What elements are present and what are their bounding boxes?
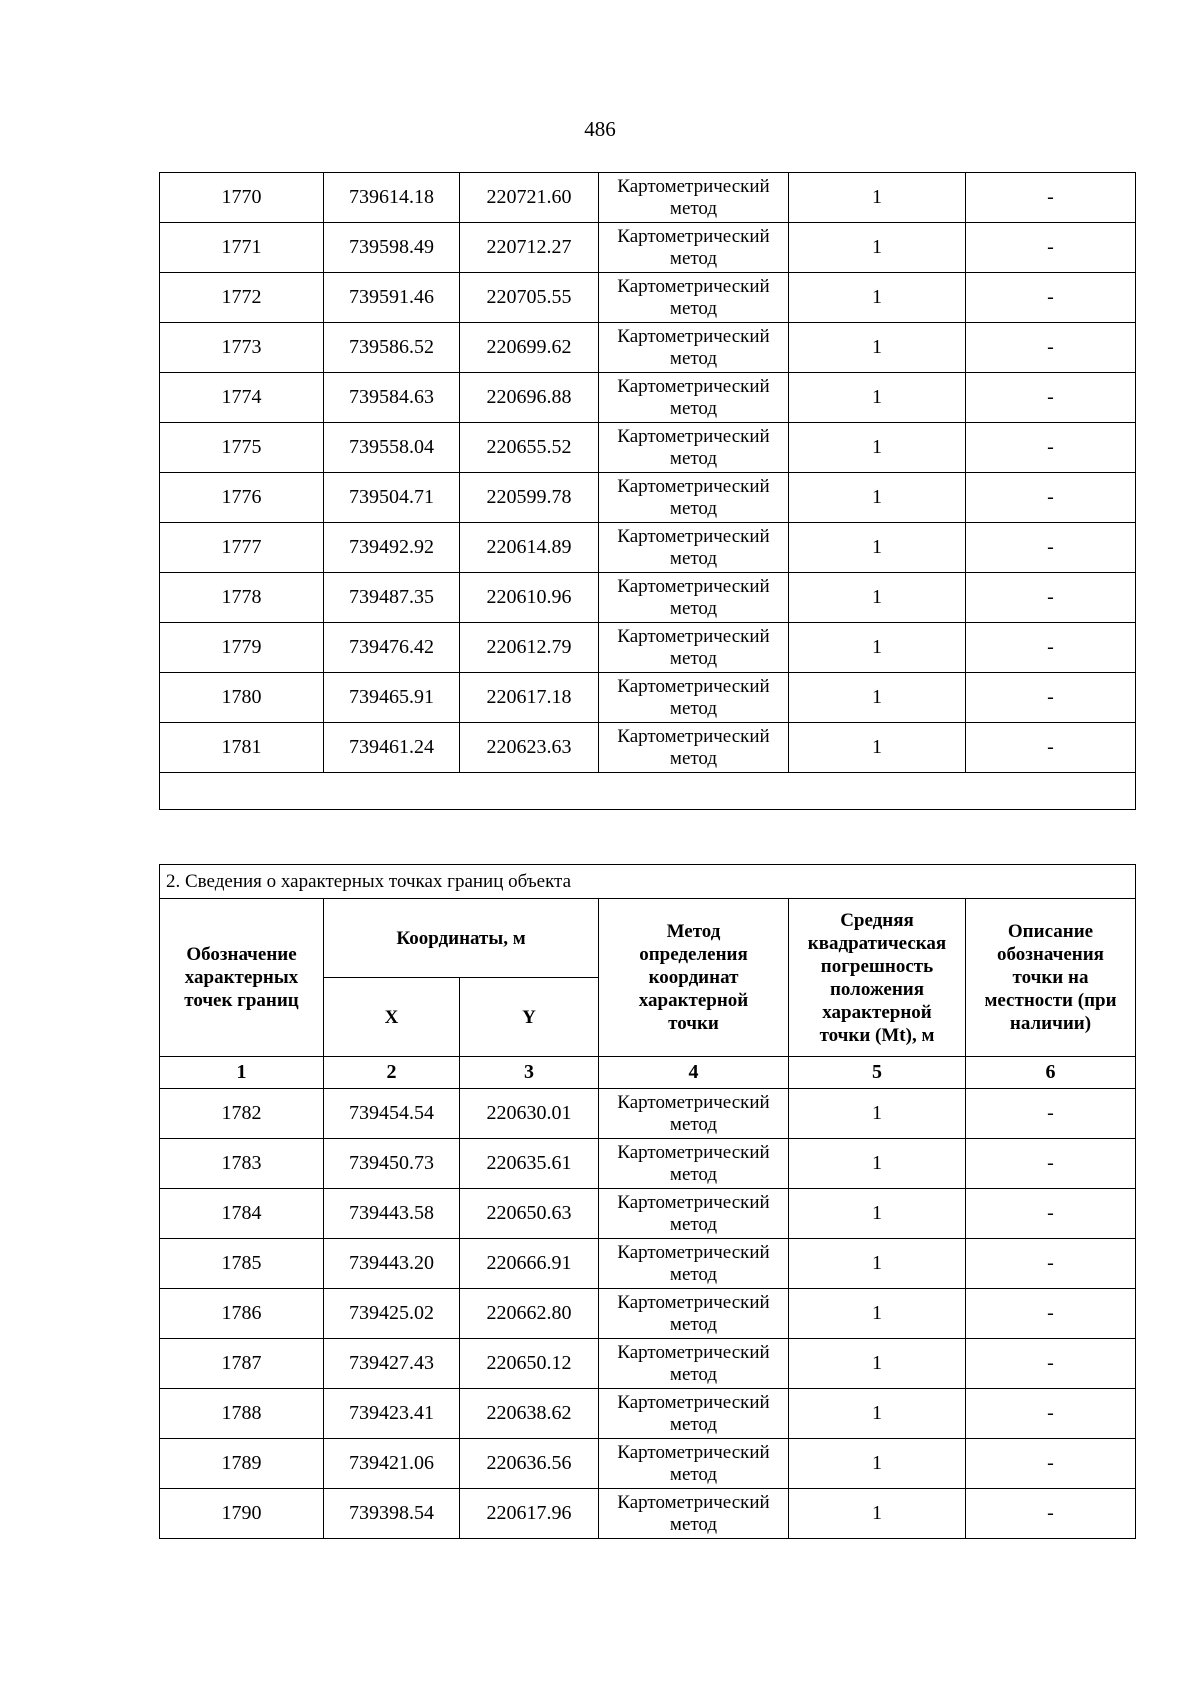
column-number: 5: [789, 1057, 966, 1089]
description-cell: -: [966, 1289, 1136, 1339]
header-point: Обозначение характерных точек границ: [160, 899, 324, 1057]
method-cell: Картометрический метод: [599, 623, 789, 673]
point-id-cell: 1773: [160, 323, 324, 373]
table-row: [160, 423, 1136, 473]
description-cell: -: [966, 1439, 1136, 1489]
table-caption: 2. Сведения о характерных точках границ объекта: [160, 865, 1136, 899]
y-coordinate-cell: 220610.96: [460, 573, 599, 623]
mean-square-error-cell: 1: [789, 1239, 966, 1289]
x-coordinate-cell: 739598.49: [324, 223, 460, 273]
table-row: [160, 1089, 1136, 1139]
point-id-cell: 1784: [160, 1189, 324, 1239]
description-cell: -: [966, 673, 1136, 723]
y-coordinate-cell: 220662.80: [460, 1289, 599, 1339]
table-row: [160, 273, 1136, 323]
y-coordinate-cell: 220705.55: [460, 273, 599, 323]
method-cell: Картометрический метод: [599, 323, 789, 373]
x-coordinate-cell: 739614.18: [324, 173, 460, 223]
point-id-cell: 1776: [160, 473, 324, 523]
description-cell: -: [966, 223, 1136, 273]
x-coordinate-cell: 739465.91: [324, 673, 460, 723]
table-row: [160, 1139, 1136, 1189]
y-coordinate-cell: 220612.79: [460, 623, 599, 673]
mean-square-error-cell: 1: [789, 1089, 966, 1139]
x-coordinate-cell: 739443.58: [324, 1189, 460, 1239]
table-row: [160, 1439, 1136, 1489]
x-coordinate-cell: 739423.41: [324, 1389, 460, 1439]
method-cell: Картометрический метод: [599, 373, 789, 423]
point-id-cell: 1775: [160, 423, 324, 473]
x-coordinate-cell: 739461.24: [324, 723, 460, 773]
description-cell: -: [966, 1239, 1136, 1289]
point-id-cell: 1777: [160, 523, 324, 573]
y-coordinate-cell: 220617.18: [460, 673, 599, 723]
table-row: [160, 1389, 1136, 1439]
header-y: Y: [460, 978, 599, 1057]
mean-square-error-cell: 1: [789, 473, 966, 523]
method-cell: Картометрический метод: [599, 1489, 789, 1539]
y-coordinate-cell: 220666.91: [460, 1239, 599, 1289]
point-id-cell: 1787: [160, 1339, 324, 1389]
y-coordinate-cell: 220635.61: [460, 1139, 599, 1189]
table-row: [160, 723, 1136, 773]
point-id-cell: 1788: [160, 1389, 324, 1439]
table-row: [160, 573, 1136, 623]
description-cell: -: [966, 1489, 1136, 1539]
table-row: [160, 1489, 1136, 1539]
method-cell: Картометрический метод: [599, 1389, 789, 1439]
mean-square-error-cell: 1: [789, 1289, 966, 1339]
x-coordinate-cell: 739450.73: [324, 1139, 460, 1189]
description-cell: -: [966, 173, 1136, 223]
point-id-cell: 1789: [160, 1439, 324, 1489]
x-coordinate-cell: 739425.02: [324, 1289, 460, 1339]
point-id-cell: 1774: [160, 373, 324, 423]
mean-square-error-cell: 1: [789, 623, 966, 673]
y-coordinate-cell: 220696.88: [460, 373, 599, 423]
description-cell: -: [966, 473, 1136, 523]
description-cell: -: [966, 623, 1136, 673]
method-cell: Картометрический метод: [599, 1289, 789, 1339]
table-row: [160, 523, 1136, 573]
description-cell: -: [966, 323, 1136, 373]
mean-square-error-cell: 1: [789, 723, 966, 773]
table-row: [160, 473, 1136, 523]
header-coordinates: Координаты, м: [324, 899, 599, 978]
header-description: Описание обозначения точки на местности (при наличии): [966, 899, 1136, 1057]
mean-square-error-cell: 1: [789, 273, 966, 323]
y-coordinate-cell: 220630.01: [460, 1089, 599, 1139]
mean-square-error-cell: 1: [789, 1139, 966, 1189]
y-coordinate-cell: 220655.52: [460, 423, 599, 473]
point-id-cell: 1780: [160, 673, 324, 723]
y-coordinate-cell: 220650.63: [460, 1189, 599, 1239]
method-cell: Картометрический метод: [599, 1089, 789, 1139]
x-coordinate-cell: 739591.46: [324, 273, 460, 323]
header-row: [160, 899, 1136, 978]
x-coordinate-cell: 739487.35: [324, 573, 460, 623]
method-cell: Картометрический метод: [599, 473, 789, 523]
method-cell: Картометрический метод: [599, 173, 789, 223]
mean-square-error-cell: 1: [789, 1189, 966, 1239]
point-id-cell: 1770: [160, 173, 324, 223]
point-id-cell: 1786: [160, 1289, 324, 1339]
page-number: 486: [584, 117, 616, 141]
table-row: [160, 1239, 1136, 1289]
description-cell: -: [966, 1389, 1136, 1439]
mean-square-error-cell: 1: [789, 173, 966, 223]
method-cell: Картометрический метод: [599, 723, 789, 773]
x-coordinate-cell: 739558.04: [324, 423, 460, 473]
table-row: [160, 673, 1136, 723]
x-coordinate-cell: 739476.42: [324, 623, 460, 673]
y-coordinate-cell: 220712.27: [460, 223, 599, 273]
method-cell: Картометрический метод: [599, 273, 789, 323]
description-cell: -: [966, 1139, 1136, 1189]
description-cell: -: [966, 1089, 1136, 1139]
mean-square-error-cell: 1: [789, 673, 966, 723]
table-caption-row: [160, 865, 1136, 899]
y-coordinate-cell: 220614.89: [460, 523, 599, 573]
y-coordinate-cell: 220617.96: [460, 1489, 599, 1539]
description-cell: -: [966, 723, 1136, 773]
table-row: [160, 323, 1136, 373]
mean-square-error-cell: 1: [789, 423, 966, 473]
table-row: [160, 173, 1136, 223]
description-cell: -: [966, 573, 1136, 623]
description-cell: -: [966, 373, 1136, 423]
method-cell: Картометрический метод: [599, 1239, 789, 1289]
boundary-points-table: [159, 864, 1136, 1539]
method-cell: Картометрический метод: [599, 423, 789, 473]
table-body: [160, 173, 1136, 773]
point-id-cell: 1783: [160, 1139, 324, 1189]
column-number: 4: [599, 1057, 789, 1089]
mean-square-error-cell: 1: [789, 223, 966, 273]
point-id-cell: 1782: [160, 1089, 324, 1139]
point-id-cell: 1781: [160, 723, 324, 773]
point-id-cell: 1772: [160, 273, 324, 323]
mean-square-error-cell: 1: [789, 1339, 966, 1389]
x-coordinate-cell: 739443.20: [324, 1239, 460, 1289]
y-coordinate-cell: 220599.78: [460, 473, 599, 523]
x-coordinate-cell: 739504.71: [324, 473, 460, 523]
empty-cell: [160, 773, 1136, 810]
mean-square-error-cell: 1: [789, 1389, 966, 1439]
x-coordinate-cell: 739454.54: [324, 1089, 460, 1139]
y-coordinate-cell: 220623.63: [460, 723, 599, 773]
method-cell: Картометрический метод: [599, 673, 789, 723]
table-row: [160, 373, 1136, 423]
method-cell: Картометрический метод: [599, 1439, 789, 1489]
mean-square-error-cell: 1: [789, 323, 966, 373]
method-cell: Картометрический метод: [599, 523, 789, 573]
description-cell: -: [966, 1339, 1136, 1389]
description-cell: -: [966, 423, 1136, 473]
y-coordinate-cell: 220650.12: [460, 1339, 599, 1389]
empty-row: [160, 773, 1136, 810]
table-body: [160, 1089, 1136, 1539]
x-coordinate-cell: 739398.54: [324, 1489, 460, 1539]
column-number: 1: [160, 1057, 324, 1089]
column-number-row: [160, 1057, 1136, 1089]
y-coordinate-cell: 220638.62: [460, 1389, 599, 1439]
point-id-cell: 1778: [160, 573, 324, 623]
column-number: 6: [966, 1057, 1136, 1089]
method-cell: Картометрический метод: [599, 1139, 789, 1189]
x-coordinate-cell: 739421.06: [324, 1439, 460, 1489]
point-id-cell: 1771: [160, 223, 324, 273]
x-coordinate-cell: 739584.63: [324, 373, 460, 423]
mean-square-error-cell: 1: [789, 1439, 966, 1489]
header-mean-square-error: Средняя квадратическая погрешность положения характерной точки (Mt), м: [789, 899, 966, 1057]
table-row: [160, 1289, 1136, 1339]
boundary-points-table-continued: [159, 172, 1136, 810]
point-id-cell: 1779: [160, 623, 324, 673]
y-coordinate-cell: 220699.62: [460, 323, 599, 373]
table-row: [160, 1189, 1136, 1239]
y-coordinate-cell: 220721.60: [460, 173, 599, 223]
header-method: Метод определения координат характерной точки: [599, 899, 789, 1057]
mean-square-error-cell: 1: [789, 373, 966, 423]
description-cell: -: [966, 1189, 1136, 1239]
method-cell: Картометрический метод: [599, 223, 789, 273]
table-row: [160, 223, 1136, 273]
point-id-cell: 1790: [160, 1489, 324, 1539]
mean-square-error-cell: 1: [789, 523, 966, 573]
point-id-cell: 1785: [160, 1239, 324, 1289]
method-cell: Картометрический метод: [599, 573, 789, 623]
mean-square-error-cell: 1: [789, 573, 966, 623]
x-coordinate-cell: 739586.52: [324, 323, 460, 373]
x-coordinate-cell: 739492.92: [324, 523, 460, 573]
method-cell: Картометрический метод: [599, 1189, 789, 1239]
table-row: [160, 1339, 1136, 1389]
column-number: 3: [460, 1057, 599, 1089]
mean-square-error-cell: 1: [789, 1489, 966, 1539]
description-cell: -: [966, 523, 1136, 573]
y-coordinate-cell: 220636.56: [460, 1439, 599, 1489]
column-number: 2: [324, 1057, 460, 1089]
table-row: [160, 623, 1136, 673]
x-coordinate-cell: 739427.43: [324, 1339, 460, 1389]
header-x: X: [324, 978, 460, 1057]
description-cell: -: [966, 273, 1136, 323]
method-cell: Картометрический метод: [599, 1339, 789, 1389]
